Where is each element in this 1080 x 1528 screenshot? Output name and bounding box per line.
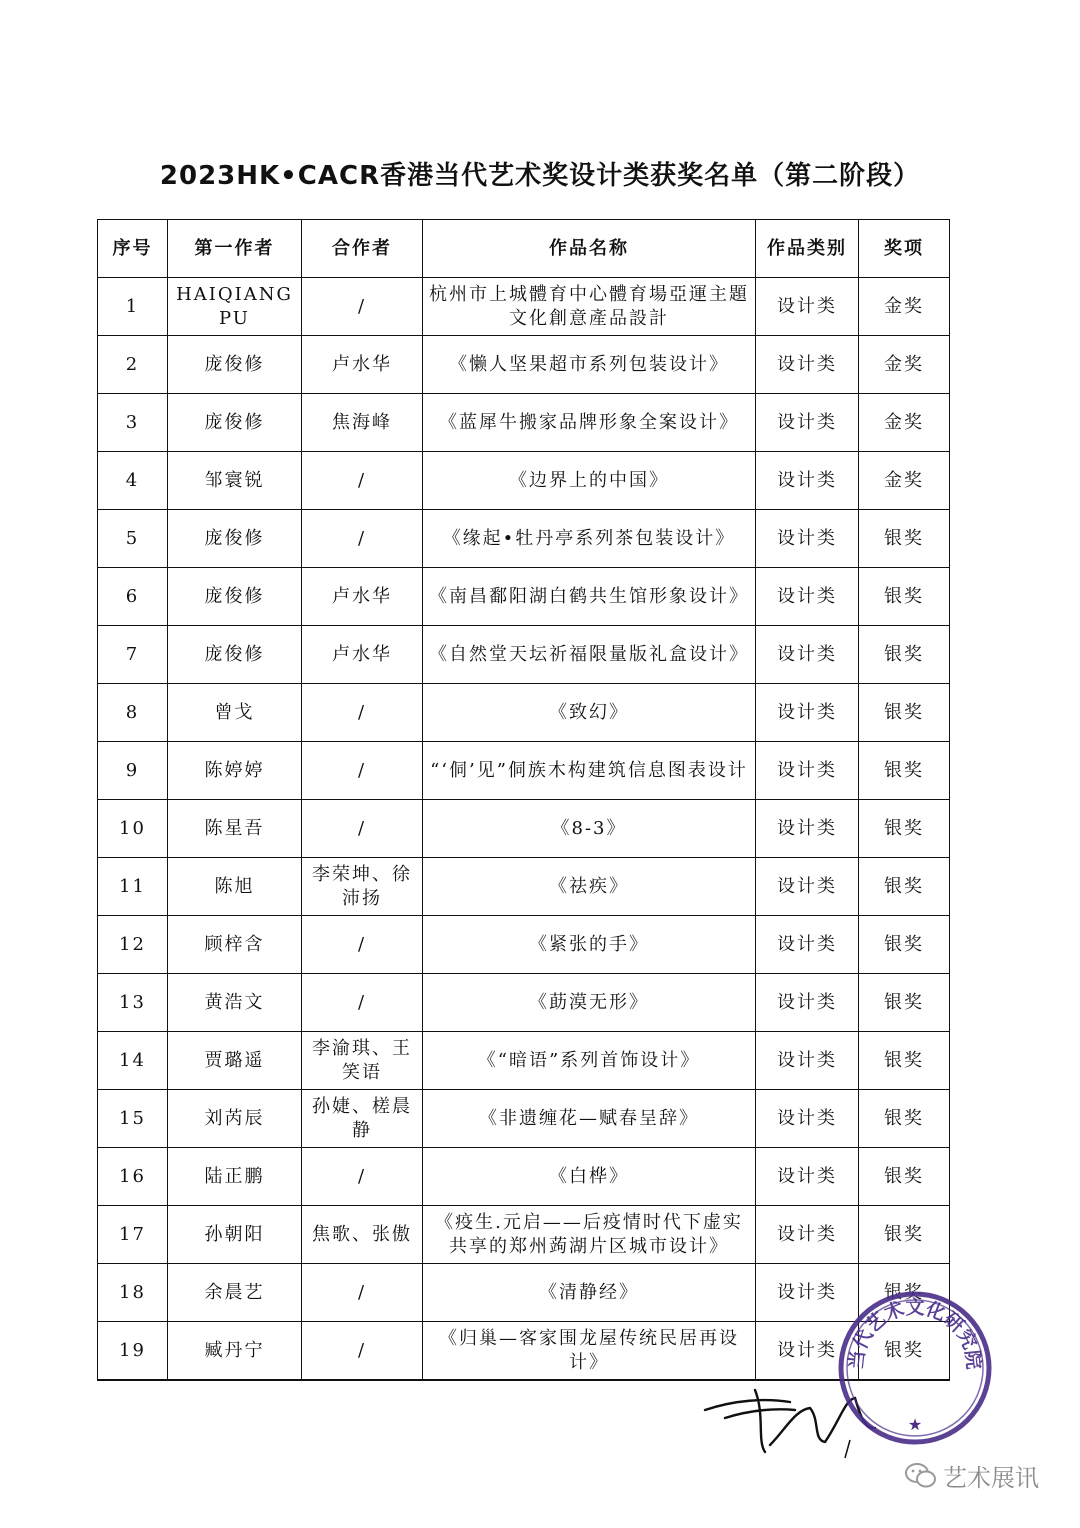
cell-award: 银奖 — [859, 684, 950, 742]
cell-type: 设计类 — [756, 1032, 859, 1090]
cell-type: 设计类 — [756, 684, 859, 742]
cell-no: 12 — [98, 916, 168, 974]
cell-author: 陈星吾 — [168, 800, 302, 858]
cell-award: 银奖 — [859, 568, 950, 626]
cell-author: 陆正鹏 — [168, 1148, 302, 1206]
cell-coauthor: / — [302, 510, 423, 568]
cell-author: 庞俊修 — [168, 626, 302, 684]
table-row — [98, 800, 950, 858]
cell-no: 16 — [98, 1148, 168, 1206]
cell-coauthor: / — [302, 1148, 423, 1206]
cell-type: 设计类 — [756, 1090, 859, 1148]
table-row — [98, 278, 950, 336]
cell-work: 《蓝犀牛搬家品牌形象全案设计》 — [423, 394, 756, 452]
cell-coauthor: / — [302, 800, 423, 858]
cell-coauthor: 焦海峰 — [302, 394, 423, 452]
cell-award: 银奖 — [859, 800, 950, 858]
cell-work: 《南昌鄱阳湖白鹤共生馆形象设计》 — [423, 568, 756, 626]
cell-coauthor: / — [302, 974, 423, 1032]
cell-author: 庞俊修 — [168, 336, 302, 394]
cell-work: 《“暗语”系列首饰设计》 — [423, 1032, 756, 1090]
cell-award: 金奖 — [859, 394, 950, 452]
table-row — [98, 452, 950, 510]
cell-type: 设计类 — [756, 1322, 859, 1381]
header-award: 奖项 — [859, 220, 950, 278]
table-row — [98, 336, 950, 394]
cell-no: 14 — [98, 1032, 168, 1090]
cell-coauthor: / — [302, 278, 423, 336]
cell-work: 《紧张的手》 — [423, 916, 756, 974]
cell-award: 银奖 — [859, 974, 950, 1032]
cell-award: 银奖 — [859, 1148, 950, 1206]
cell-work: 《缘起•牡丹亭系列茶包装设计》 — [423, 510, 756, 568]
cell-award: 银奖 — [859, 1090, 950, 1148]
header-author: 第一作者 — [168, 220, 302, 278]
cell-coauthor: 卢水华 — [302, 336, 423, 394]
watermark-text: 艺术展讯 — [943, 1464, 1039, 1492]
cell-no: 9 — [98, 742, 168, 800]
cell-award: 银奖 — [859, 1032, 950, 1090]
cell-work: 《白桦》 — [423, 1148, 756, 1206]
cell-author: 陈旭 — [168, 858, 302, 916]
awards-table — [97, 219, 950, 1381]
cell-no: 2 — [98, 336, 168, 394]
cell-coauthor: / — [302, 916, 423, 974]
cell-author: 黄浩文 — [168, 974, 302, 1032]
table-row — [98, 626, 950, 684]
cell-award: 银奖 — [859, 626, 950, 684]
table-row — [98, 742, 950, 800]
cell-type: 设计类 — [756, 278, 859, 336]
table-row — [98, 684, 950, 742]
cell-type: 设计类 — [756, 800, 859, 858]
table-row — [98, 858, 950, 916]
cell-coauthor: / — [302, 684, 423, 742]
watermark — [905, 1458, 1039, 1493]
table-row — [98, 1090, 950, 1148]
cell-work: 《祛疾》 — [423, 858, 756, 916]
cell-no: 6 — [98, 568, 168, 626]
signature — [695, 1370, 895, 1460]
table-row — [98, 1206, 950, 1264]
cell-work: 《懒人坚果超市系列包装设计》 — [423, 336, 756, 394]
cell-coauthor: 卢水华 — [302, 568, 423, 626]
cell-no: 1 — [98, 278, 168, 336]
cell-coauthor: 孙婕、槎晨静 — [302, 1090, 423, 1148]
cell-type: 设计类 — [756, 1206, 859, 1264]
table-header-row — [98, 220, 950, 278]
cell-no: 13 — [98, 974, 168, 1032]
header-no: 序号 — [98, 220, 168, 278]
cell-work: “‘侗’见”侗族木构建筑信息图表设计 — [423, 742, 756, 800]
cell-type: 设计类 — [756, 626, 859, 684]
cell-type: 设计类 — [756, 858, 859, 916]
cell-type: 设计类 — [756, 1264, 859, 1322]
cell-no: 10 — [98, 800, 168, 858]
cell-award: 银奖 — [859, 858, 950, 916]
cell-work: 《致幻》 — [423, 684, 756, 742]
cell-coauthor: / — [302, 742, 423, 800]
cell-no: 4 — [98, 452, 168, 510]
cell-award: 银奖 — [859, 510, 950, 568]
cell-work: 《8-3》 — [423, 800, 756, 858]
cell-coauthor: 焦歌、张傲 — [302, 1206, 423, 1264]
wechat-icon — [905, 1462, 937, 1490]
cell-award: 金奖 — [859, 336, 950, 394]
cell-award: 金奖 — [859, 452, 950, 510]
cell-type: 设计类 — [756, 916, 859, 974]
cell-author: 曾戈 — [168, 684, 302, 742]
cell-no: 19 — [98, 1322, 168, 1381]
cell-type: 设计类 — [756, 394, 859, 452]
cell-author: 孙朝阳 — [168, 1206, 302, 1264]
cell-type: 设计类 — [756, 974, 859, 1032]
cell-no: 5 — [98, 510, 168, 568]
cell-award: 银奖 — [859, 742, 950, 800]
cell-no: 3 — [98, 394, 168, 452]
cell-award: 银奖 — [859, 1206, 950, 1264]
cell-work: 《自然堂天坛祈福限量版礼盒设计》 — [423, 626, 756, 684]
table-row — [98, 974, 950, 1032]
cell-type: 设计类 — [756, 336, 859, 394]
cell-coauthor: 李渝琪、王笑语 — [302, 1032, 423, 1090]
cell-author: HAIQIANG PU — [168, 278, 302, 336]
cell-coauthor: / — [302, 1322, 423, 1381]
cell-author: 刘芮辰 — [168, 1090, 302, 1148]
cell-type: 设计类 — [756, 742, 859, 800]
cell-no: 11 — [98, 858, 168, 916]
cell-coauthor: 卢水华 — [302, 626, 423, 684]
cell-work: 杭州市上城體育中心體育場亞運主題文化創意產品設計 — [423, 278, 756, 336]
header-coauthor: 合作者 — [302, 220, 423, 278]
seal-text: 当代艺术文化研究院 — [845, 1296, 985, 1371]
cell-award: 银奖 — [859, 1322, 950, 1381]
cell-work: 《莇漠无形》 — [423, 974, 756, 1032]
table-row — [98, 394, 950, 452]
cell-work: 《非遗缠花—赋春呈辞》 — [423, 1090, 756, 1148]
cell-author: 贾璐遥 — [168, 1032, 302, 1090]
cell-coauthor: / — [302, 1264, 423, 1322]
cell-author: 庞俊修 — [168, 394, 302, 452]
cell-award: 银奖 — [859, 1264, 950, 1322]
header-type: 作品类别 — [756, 220, 859, 278]
cell-award: 金奖 — [859, 278, 950, 336]
cell-author: 臧丹宁 — [168, 1322, 302, 1381]
table-row — [98, 1148, 950, 1206]
cell-no: 7 — [98, 626, 168, 684]
table-row — [98, 510, 950, 568]
table-row — [98, 1032, 950, 1090]
cell-award: 银奖 — [859, 916, 950, 974]
cell-type: 设计类 — [756, 1148, 859, 1206]
cell-author: 邹寰锐 — [168, 452, 302, 510]
cell-author: 庞俊修 — [168, 510, 302, 568]
table-row — [98, 568, 950, 626]
table-row — [98, 1264, 950, 1322]
table-row — [98, 1322, 950, 1381]
table-row — [98, 916, 950, 974]
cell-type: 设计类 — [756, 452, 859, 510]
cell-no: 18 — [98, 1264, 168, 1322]
cell-type: 设计类 — [756, 510, 859, 568]
cell-author: 陈婷婷 — [168, 742, 302, 800]
cell-author: 庞俊修 — [168, 568, 302, 626]
cell-no: 8 — [98, 684, 168, 742]
cell-coauthor: / — [302, 452, 423, 510]
header-work: 作品名称 — [423, 220, 756, 278]
svg-text:★: ★ — [907, 1415, 923, 1434]
cell-no: 15 — [98, 1090, 168, 1148]
cell-author: 顾梓含 — [168, 916, 302, 974]
cell-type: 设计类 — [756, 568, 859, 626]
cell-work: 《边界上的中国》 — [423, 452, 756, 510]
cell-author: 余晨艺 — [168, 1264, 302, 1322]
cell-work: 《疫生.元启——后疫情时代下虚实共享的郑州蒟湖片区城市设计》 — [423, 1206, 756, 1264]
cell-work: 《清静经》 — [423, 1264, 756, 1322]
cell-work: 《归巢—客家围龙屋传统民居再设计》 — [423, 1322, 756, 1381]
document-title: 2023HK•CACR香港当代艺术奖设计类获奖名单（第二阶段） — [159, 161, 921, 191]
cell-no: 17 — [98, 1206, 168, 1264]
cell-coauthor: 李荣坤、徐沛扬 — [302, 858, 423, 916]
